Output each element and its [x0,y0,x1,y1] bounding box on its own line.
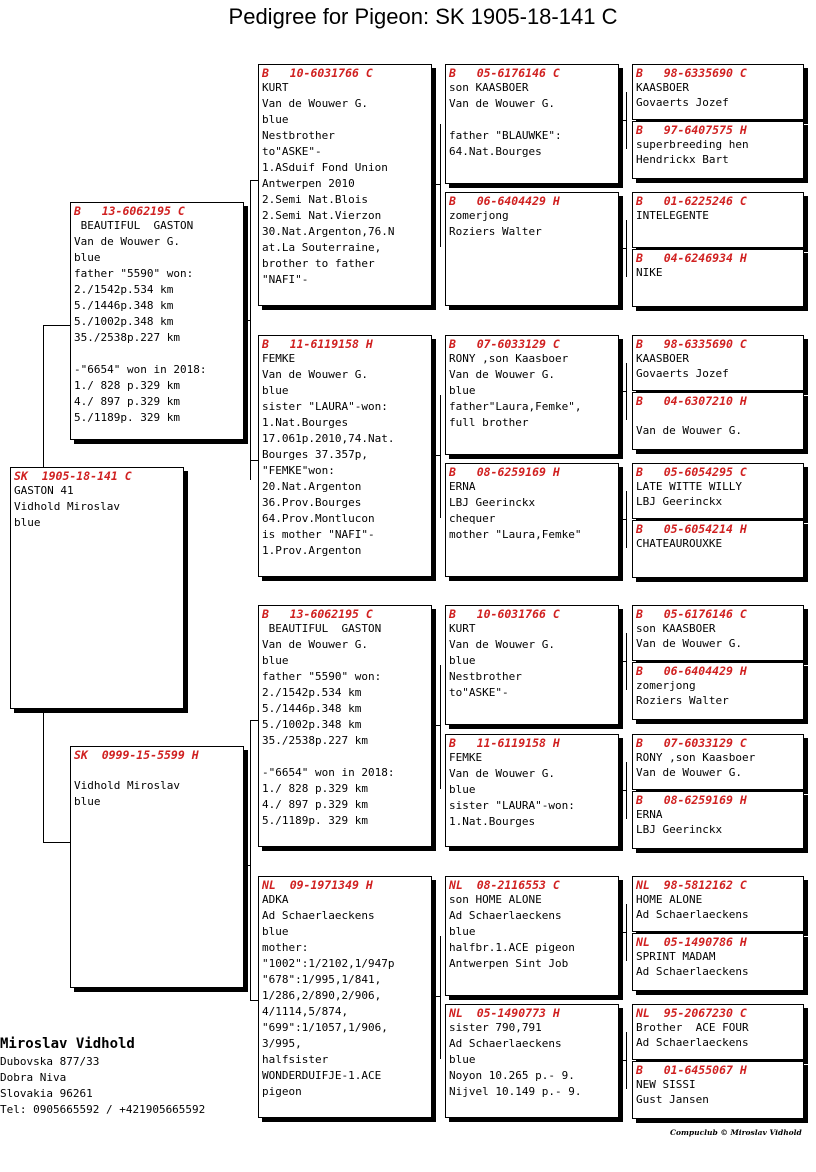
connector-line [626,363,627,420]
connector-line [623,1060,626,1061]
pigeon-info-line: LBJ Geerinckx [636,823,723,836]
great-grandparent-card [445,463,619,577]
pigeon-info-line: RONY ,son Kaasboer [636,751,756,764]
pigeon-info-line: 30.Nat.Argenton,76.N [262,225,395,238]
ring-number: B 98-6335690 C [636,66,747,80]
pigeon-info-line: BEAUTIFUL GASTON [262,622,382,635]
pigeon-info-line: Roziers Walter [636,694,729,707]
pigeon-info-line: blue [262,654,289,667]
ring-number: B 08-6259169 H [636,793,747,807]
pigeon-info-line: 1/286,2/890,2/906, [262,989,382,1002]
pigeon-info-line: 35./2538p.227 km [262,734,368,747]
connector-line [440,124,441,247]
grandparent-card [258,335,432,577]
pigeon-info-line: blue [449,654,476,667]
pigeon-info-line: 36.Prov.Bourges [262,496,362,509]
pigeon-info-line [74,346,240,362]
great-grandparent-card [445,335,619,455]
ring-number: B 05-6176146 C [449,66,560,80]
pigeon-info-line: Nijvel 10.149 p.- 9. [449,1085,582,1098]
pigeon-info-line: -"6654" won in 2018: [262,766,395,779]
pigeon-info-line: son KAASBOER [449,81,529,94]
ring-number: B 98-6335690 C [636,337,747,351]
connector-line [626,1032,627,1089]
dam-card [70,746,244,988]
ring-number: SK 0999-15-5599 H [74,748,199,762]
pigeon-info-line: Antwerpen Sint Job [449,957,569,970]
pigeon-info-line: blue [449,384,476,397]
pigeon-info-line: WONDERDUIFJE-1.ACE [262,1069,382,1082]
pigeon-info-line: Van de Wouwer G. [262,368,368,381]
connector-line [250,180,258,181]
pigeon-info-line: 64.Nat.Bourges [449,145,542,158]
ancestor-card [632,1061,804,1119]
connector-line [623,120,626,121]
great-grandparent-card [445,1004,619,1118]
ring-number: NL 05-1490773 H [449,1006,560,1020]
pigeon-info-line: "1002":1/2102,1/947p [262,957,395,970]
pigeon-info-line: RONY ,son Kaasboer [449,352,569,365]
pigeon-info-line: at.La Souterraine, [262,241,382,254]
owner-address-line: Slovakia 96261 [0,1087,93,1100]
pigeon-info-line: Van de Wouwer G. [262,97,368,110]
connector-line [440,936,441,1059]
pigeon-info-line: 2./1542p.534 km [262,686,362,699]
connector-line [626,220,627,277]
ancestor-card [632,192,804,248]
pigeon-info-line: Van de Wouwer G. [636,637,742,650]
pigeon-info-line: superbreeding hen [636,138,749,151]
ancestor-card [632,335,804,391]
pigeon-info-line: GASTON 41 [14,484,74,497]
sire-card [70,202,244,440]
pigeon-info-line: FEMKE [262,352,296,365]
pigeon-info-line: 5./1189p. 329 km [262,814,368,827]
ancestor-card [632,605,804,661]
connector-line [626,92,627,149]
pigeon-info-line: 4/1114,5/874, [262,1005,349,1018]
ancestor-card [632,734,804,790]
pigeon-info-line: blue [262,384,289,397]
pigeon-info-line: ADKA [262,893,289,906]
pigeon-info-line: Van de Wouwer G. [636,424,742,437]
connector-line [250,720,258,721]
connector-line [440,395,441,518]
pigeon-info-line: sister "LAURA"-won: [262,400,388,413]
ring-number: B 05-6054214 H [636,522,747,536]
pigeon-info-line: 1./ 828 p.329 km [74,379,180,392]
pigeon-info-line: pigeon [262,1085,302,1098]
pigeon-info-line: Ad Schaerlaeckens [636,908,749,921]
ring-number: NL 98-5812162 C [636,878,747,892]
pigeon-info-line: 1.Nat.Bourges [449,815,536,828]
connector-line [250,180,251,480]
pigeon-info-line [262,749,428,765]
pigeon-info-line: 4./ 897 p.329 km [262,798,368,811]
connector-line [436,455,440,456]
connector-line [43,712,44,842]
pigeon-info-line: Gust Jansen [636,1093,709,1106]
pigeon-info-line: blue [449,783,476,796]
connector-line [623,391,626,392]
pigeon-info-line [74,762,240,778]
pigeon-info-line: 3/995, [262,1037,302,1050]
ancestor-card [632,463,804,519]
pigeon-info-line: blue [262,925,289,938]
pigeon-info-line [449,112,615,128]
great-grandparent-card [445,605,619,725]
ring-number: B 06-6404429 H [636,664,747,678]
pigeon-info-line: NIKE [636,266,663,279]
ring-number: NL 08-2116553 C [449,878,560,892]
grandparent-card [258,605,432,847]
pigeon-info-line: to"ASKE"- [449,686,509,699]
pigeon-info-line: Vidhold Miroslav [14,500,120,513]
ring-number: NL 95-2067230 C [636,1006,747,1020]
pigeon-info-line: Nestbrother [449,670,522,683]
ring-number: B 11-6119158 H [449,736,560,750]
pigeon-info-line: father "BLAUWKE": [449,129,562,142]
pigeon-info-line: 5./1446p.348 km [74,299,174,312]
connector-line [440,665,441,789]
connector-line [43,325,44,467]
footer-credit: Compuclub © Miroslav Vidhold [670,1128,802,1137]
pigeon-info-line: 1.Nat.Bourges [262,416,349,429]
ring-number: B 05-6176146 C [636,607,747,621]
pigeon-info-line: halfsister [262,1053,329,1066]
pigeon-info-line: Roziers Walter [449,225,542,238]
pigeon-info-line: Ad Schaerlaeckens [636,1036,749,1049]
pigeon-info-line: father"Laura,Femke", [449,400,582,413]
ring-number: B 04-6246934 H [636,251,747,265]
subject-pigeon-card [10,467,184,709]
pigeon-info-line: "678":1/995,1/841, [262,973,382,986]
pigeon-info-line: son HOME ALONE [449,893,542,906]
pigeon-info-line: "699":1/1057,1/906, [262,1021,388,1034]
grandparent-card [258,64,432,306]
ring-number: B 04-6307210 H [636,394,747,408]
pigeon-info-line: is mother "NAFI"- [262,528,375,541]
pigeon-info-line: INTELEGENTE [636,209,709,222]
pigeon-info-line: Noyon 10.265 p.- 9. [449,1069,575,1082]
ring-number: B 10-6031766 C [449,607,560,621]
pigeon-info-line: blue [74,251,101,264]
pigeon-info-line: mother: [262,941,309,954]
pigeon-info-line: blue [262,113,289,126]
pigeon-info-line: CHATEAUROUXKE [636,537,723,550]
owner-name: Miroslav Vidhold [0,1036,135,1052]
pigeon-info-line: Ad Schaerlaeckens [449,1037,562,1050]
pigeon-info-line: SPRINT MADAM [636,950,716,963]
pigeon-info-line: zomerjong [449,209,509,222]
pigeon-info-line: 5./1446p.348 km [262,702,362,715]
pigeon-info-line: Van de Wouwer G. [636,766,742,779]
connector-line [250,460,258,461]
pigeon-info-line: Van de Wouwer G. [262,638,368,651]
pigeon-info-line: Ad Schaerlaeckens [636,965,749,978]
pigeon-info-line: Van de Wouwer G. [449,638,555,651]
ring-number: B 07-6033129 C [636,736,747,750]
pigeon-info-line: 4./ 897 p.329 km [74,395,180,408]
pigeon-info-line: 64.Prov.Montlucon [262,512,375,525]
connector-line [43,325,70,326]
ring-number: B 06-6404429 H [449,194,560,208]
pigeon-info-line: 5./1002p.348 km [262,718,362,731]
pigeon-info-line: KURT [262,81,289,94]
pigeon-info-line: BEAUTIFUL GASTON [74,219,194,232]
pigeon-info-line: halfbr.1.ACE pigeon [449,941,575,954]
pigeon-info-line: 2.Semi Nat.Vierzon [262,209,382,222]
connector-line [250,1000,258,1001]
ring-number: B 13-6062195 C [262,607,373,621]
connector-line [436,725,440,726]
ring-number: B 05-6054295 C [636,465,747,479]
connector-line [623,932,626,933]
great-grandparent-card [445,876,619,996]
pigeon-info-line: Antwerpen 2010 [262,177,355,190]
connector-line [244,865,250,866]
pigeon-info-line: Govaerts Jozef [636,96,729,109]
pigeon-info-line: 1.ASduif Fond Union [262,161,388,174]
pigeon-info-line: -"6654" won in 2018: [74,363,207,376]
owner-address-line: Dubovska 877/33 [0,1055,100,1068]
pigeon-info-line: mother "Laura,Femke" [449,528,582,541]
pigeon-info-line: 17.061p.2010,74.Nat. [262,432,395,445]
pigeon-info-line: "FEMKE"won: [262,464,335,477]
pigeon-info-line: sister "LAURA"-won: [449,799,575,812]
great-grandparent-card [445,64,619,184]
pigeon-info-line: 1.Prov.Argenton [262,544,362,557]
pigeon-info-line: LATE WITTE WILLY [636,480,742,493]
ring-number: B 08-6259169 H [449,465,560,479]
ring-number: NL 09-1971349 H [262,878,373,892]
pigeon-info-line: 2.Semi Nat.Blois [262,193,368,206]
pigeon-info-line [636,408,800,423]
connector-line [626,762,627,819]
ancestor-card [632,520,804,578]
connector-line [436,184,440,185]
pigeon-info-line: HOME ALONE [636,893,703,906]
pigeon-info-line: Ad Schaerlaeckens [262,909,375,922]
pigeon-info-line: KAASBOER [636,81,689,94]
pigeon-info-line: LBJ Geerinckx [636,495,723,508]
pigeon-info-line: father "5590" won: [262,670,382,683]
pigeon-info-line: Vidhold Miroslav [74,779,180,792]
pigeon-info-line: KAASBOER [636,352,689,365]
ring-number: NL 05-1490786 H [636,935,747,949]
grandparent-card [258,876,432,1118]
pigeon-info-line: Bourges 37.357p, [262,448,368,461]
pigeon-info-line: 20.Nat.Argenton [262,480,362,493]
connector-line [623,248,626,249]
pigeon-info-line: son KAASBOER [636,622,716,635]
pigeon-info-line: blue [449,925,476,938]
ancestor-card [632,249,804,307]
pigeon-info-line: 1./ 828 p.329 km [262,782,368,795]
connector-line [250,720,251,1000]
pigeon-info-line: Brother ACE FOUR [636,1021,749,1034]
owner-address-line: Dobra Niva [0,1071,67,1084]
pigeon-info-line: LBJ Geerinckx [449,496,536,509]
pigeon-info-line: 35./2538p.227 km [74,331,180,344]
pigeon-info-line: "NAFI"- [262,273,309,286]
page-title: Pedigree for Pigeon: SK 1905-18-141 C [228,4,618,29]
pigeon-info-line: Van de Wouwer G. [74,235,180,248]
pigeon-info-line: Van de Wouwer G. [449,368,555,381]
pigeon-info-line: ERNA [449,480,476,493]
pigeon-info-line: FEMKE [449,751,483,764]
connector-line [43,842,70,843]
pigeon-info-line: Van de Wouwer G. [449,767,555,780]
connector-line [244,320,250,321]
connector-line [626,491,627,548]
ring-number: B 01-6455067 H [636,1063,747,1077]
connector-line [623,519,626,520]
pigeon-info-line: brother to father [262,257,375,270]
great-grandparent-card [445,734,619,847]
pigeon-info-line: KURT [449,622,476,635]
connector-line [436,996,440,997]
pigeon-info-line: sister 790,791 [449,1021,542,1034]
connector-line [623,790,626,791]
great-grandparent-card [445,192,619,306]
pigeon-info-line: father "5590" won: [74,267,194,280]
ring-number: B 01-6225246 C [636,194,747,208]
ring-number: B 13-6062195 C [74,204,185,218]
pigeon-info-line: Van de Wouwer G. [449,97,555,110]
ancestor-card [632,392,804,450]
ancestor-card [632,791,804,849]
pigeon-info-line: full brother [449,416,529,429]
pigeon-info-line: blue [74,795,101,808]
ring-number: B 07-6033129 C [449,337,560,351]
ancestor-card [632,64,804,120]
owner-block [0,1034,205,1118]
pigeon-info-line: Ad Schaerlaeckens [449,909,562,922]
pigeon-info-line: blue [449,1053,476,1066]
pigeon-info-line: 2./1542p.534 km [74,283,174,296]
pigeon-info-line: to"ASKE"- [262,145,322,158]
connector-line [623,661,626,662]
ancestor-card [632,121,804,179]
ring-number: B 11-6119158 H [262,337,373,351]
ring-number: SK 1905-18-141 C [14,469,132,483]
connector-line [626,633,627,690]
pigeon-info-line: Govaerts Jozef [636,367,729,380]
ring-number: B 97-6407575 H [636,123,747,137]
pigeon-info-line: zomerjong [636,679,696,692]
pigeon-info-line: 5./1189p. 329 km [74,411,180,424]
pigeon-info-line: Hendrickx Bart [636,153,729,166]
ancestor-card [632,876,804,932]
pigeon-info-line: chequer [449,512,496,525]
owner-phone: Tel: 0905665592 / +421905665592 [0,1103,206,1116]
pigeon-info-line: Nestbrother [262,129,335,142]
ancestor-card [632,933,804,991]
ancestor-card [632,662,804,720]
ancestor-card [632,1004,804,1060]
pigeon-info-line: 5./1002p.348 km [74,315,174,328]
pigeon-info-line: NEW SISSI [636,1078,696,1091]
pigeon-info-line: ERNA [636,808,663,821]
ring-number: B 10-6031766 C [262,66,373,80]
pigeon-info-line: blue [14,516,41,529]
connector-line [626,904,627,961]
